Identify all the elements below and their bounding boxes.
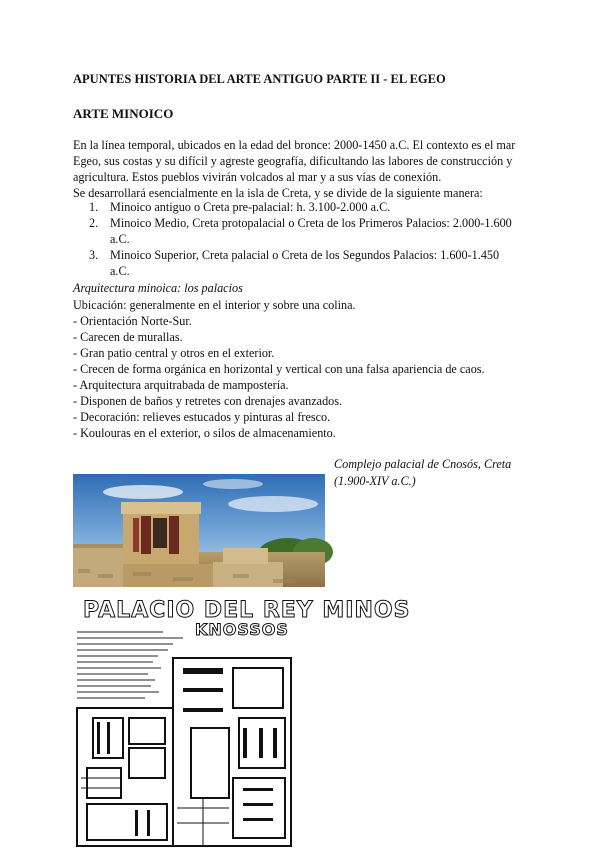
plan-subtitle: KNOSSOS (195, 620, 289, 639)
feature-line: - Carecen de murallas. (73, 330, 183, 344)
list-number: 3. (89, 248, 99, 262)
list-number: 1. (89, 200, 99, 214)
list-item (73, 215, 521, 247)
document-title: APUNTES HISTORIA DEL ARTE ANTIGUO PARTE II - EL EGEO (73, 72, 446, 86)
intro-line: En la línea temporal, ubicados en la edad del bronce: 2000-1450 a.C. El contexto es el mar (73, 138, 516, 152)
intro-line: Egeo, sus costas y su difícil y agreste geografía, dificultando las labores de construcción y (73, 154, 513, 168)
intro-line: Se desarrollará esencialmente en la isla de Creta, y se divide de la siguiente manera: (73, 186, 483, 200)
feature-line: - Koulouras en el exterior, o silos de almacenamiento. (73, 426, 336, 440)
subsection-title: Arquitectura minoica: los palacios (73, 281, 243, 295)
feature-line: Ubicación: generalmente en el interior y sobre una colina. (73, 298, 356, 312)
feature-line: - Arquitectura arquitrabada de mampostería. (73, 378, 289, 392)
list-item-text: Minoico Superior, Creta palacial o Creta de los Segundos Palacios: 1.600-1.450 a.C. (110, 248, 500, 278)
caption-line: (1.900-XIV a.C.) (334, 473, 416, 488)
feature-line: - Crecen de forma orgánica en horizontal y vertical con una falsa apariencia de caos. (73, 362, 485, 376)
intro-line: agricultura. Estos pueblos vivirán volcados al mar y a sus vías de conexión. (73, 170, 442, 184)
palace-photo (73, 474, 325, 587)
feature-line: - Gran patio central y otros en el exterior. (73, 346, 275, 360)
list-item (73, 247, 521, 279)
list-number: 2. (89, 216, 99, 230)
intro-paragraph (73, 137, 521, 201)
feature-line: - Disponen de baños y retretes con drenajes avanzados. (73, 394, 343, 408)
palace-plan (73, 598, 411, 848)
features-list (73, 297, 523, 441)
periods-list (73, 199, 521, 279)
palace-photo-image (73, 474, 325, 587)
plan-title: PALACIO DEL REY MINOS (83, 598, 411, 623)
list-item-text: Minoico antiguo o Creta pre-palacial: h. 3.100-2.000 a.C. (110, 200, 391, 214)
caption-line: Complejo palacial de Cnosós, Creta (334, 457, 512, 471)
feature-line: - Orientación Norte-Sur. (73, 314, 192, 328)
list-item-text: Minoico Medio, Creta protopalacial o Creta de los Primeros Palacios: 2.000-1.600 a.C. (110, 216, 512, 246)
section-title: ARTE MINOICO (73, 106, 174, 121)
feature-line: - Decoración: relieves estucados y pinturas al fresco. (73, 410, 331, 424)
figure-caption (334, 456, 534, 489)
list-item (73, 199, 521, 215)
